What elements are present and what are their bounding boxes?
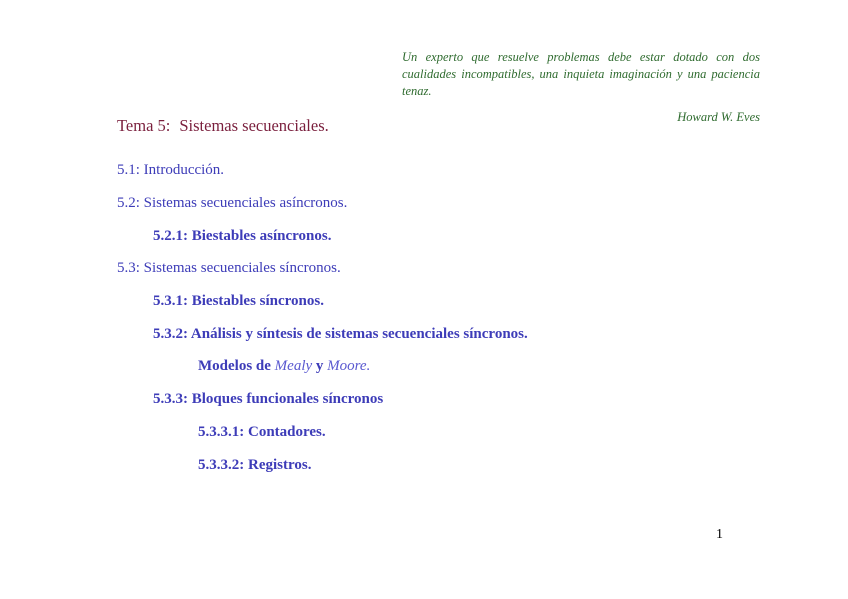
epigraph-author: Howard W. Eves [677,110,760,124]
chapter-title-prefix: Tema 5: [117,116,171,135]
toc-item-5-2-1: 5.2.1: Biestables asíncronos. [153,228,332,244]
toc-item-5-3-2: 5.3.2: Análisis y síntesis de sistemas secuenciales síncronos. [153,326,528,342]
moore-term: Moore [327,358,367,374]
epigraph-quote: Un experto que resuelve problemas debe estar dotado con dos cualidades incompatibles, una inquieta imaginación y una paciencia tenaz. [402,50,760,98]
chapter-title [117,116,329,136]
toc-item-5-3-1: 5.3.1: Biestables síncronos. [153,293,324,309]
modelos-prefix: Modelos de [198,358,275,374]
modelos-period: . [366,358,371,374]
page-number: 1 [716,527,723,542]
toc-item-5-3-3-2: 5.3.3.2: Registros. [198,457,312,473]
toc-item-5-1: 5.1: Introducción. [117,162,225,178]
toc-item-modelos [198,358,370,375]
mealy-term: Mealy [274,358,313,374]
toc-item-5-3: 5.3: Sistemas secuenciales síncronos. [117,260,341,276]
toc-item-5-2: 5.2: Sistemas secuenciales asíncronos. [117,195,348,211]
modelos-conjunction: y [312,358,328,374]
toc-item-5-3-3-1: 5.3.3.1: Contadores. [198,424,326,440]
toc-item-5-3-3: 5.3.3: Bloques funcionales síncronos [153,391,384,407]
chapter-title-text: Sistemas secuenciales. [179,116,329,135]
